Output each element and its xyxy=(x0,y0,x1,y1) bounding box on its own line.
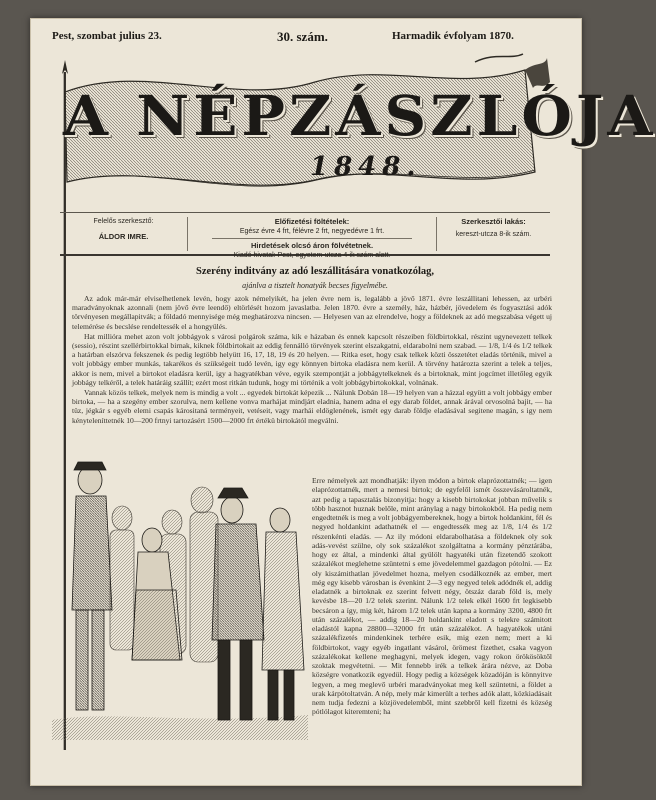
editor-label: Felelős szerkesztő: xyxy=(93,218,154,225)
editor-home-title: Szerkesztői lakás: xyxy=(461,217,526,226)
editor-home-address: kereszt-utcza 8-ik szám. xyxy=(455,231,532,238)
subscription-title: Előfizetési föltételek: xyxy=(274,217,350,226)
article-paragraph: Vannak közös telkek, melyek nem is mindig a volt ... egyedek birtokát képezik ... Nálunk Dobán 18—19 helyen van a házzal együtt a volt jobbágy ember birtoka, — ha a szegény ember szorulva, nem kellene vonva marhájat mindjárt eladnia, hanem adna el egy darab földet, annak árával orvosolná bajit, — ha tüz, jégkár s egyéb elemi csapás kárositaná terményeit, vetéseit, vagy marhái eldöglenének, ismét egy darab földje eladásával segitene magán, s igy nem kényteleníttetnék 10—200 frtnyi tartozásért 1500—2000 frt értékü birtokától megválni. xyxy=(72,388,552,425)
office-line: Kiadó hivatal: Pest, egyetem-utcza 4-ik szám alatt. xyxy=(233,252,391,259)
dateline xyxy=(52,30,522,46)
issue-number: 30. szám. xyxy=(277,29,328,44)
article-headline: Szerény inditvány az adó leszállitására vonatkozólag, xyxy=(196,266,434,277)
article-paragraph: Hat millióra mehet azon volt jobbágyok s városi polgárok száma, kik e házaban és ennek kapcsolt részeiben földbirtokkal, részint ugynevezett telkek (sessio), részint szellérbirtokkal birnak, kiknek földbirtokait az eddig fennálló törvények szerint elszakgatni, eldarabolni nem szabad. — 1/8, 1/4 és 1/2 telkek a határban elszórva fekszenek és pedig legtöbb helyütt 16, 17, 18, 19 és 20 helyen. — Ritka eset, hogy csak telkek közti összetétet eladás történik, mivel a volt jobbágy ember munkás, takarékos és szükségeit tudó levén, igy egy könnyen birtoka eladásra nem kerül. A törvény határozta szerint a telek a teljes, akkor is nem, mivel a birtokot eladásra kerül, igy a hagyatékban véve, egyik szempontját a jobbágytelkeknek és a birtoknak, mint jogcímet illetőleg egyik jobbágy telkéről, a telek határáig szállít; ezért most ritkán tudunk, hogy mi történik a volt jobbágybirtokokkal, volnának. xyxy=(72,331,552,387)
editor-home-block xyxy=(436,217,550,251)
article-body xyxy=(72,294,552,425)
editor-block xyxy=(60,217,188,251)
subscription-block xyxy=(192,217,432,259)
article-paragraph: Az adok már-már elviselhetlenek levén, hogy azok némelyikét, ha jelen évre nem is, legalább a jövő 1871. évre leszállitani lehessen, az urbéri maradványoknak azonnali (nem jövő évre leendő) eltörlését hozom javaslatba. Jelen 1870. évre a személy, ház, házbér, jövedelem és fogyasztási adók törvényesen megállapitvák; a földadó mennyisége még meghatározva nincsen. — Helyesen van az elrendelve, hogy a földeknek az adó megszabása végett uj telemérése és becslése rendeltessék el a hongyülés. xyxy=(72,294,552,331)
issue-date: Pest, szombat julius 23. xyxy=(52,30,162,42)
masthead-title: A NÉPZÁSZLÓJA xyxy=(63,83,656,149)
volume-year: Harmadik évfolyam 1870. xyxy=(392,30,514,42)
masthead xyxy=(55,52,656,202)
ads-line: Hirdetések olcsó áron fölvétetnek. xyxy=(250,241,374,250)
editor-name: ÁLDOR IMRE. xyxy=(98,232,149,241)
article-right-column: Erre némelyek azt mondhatják: ilyen módon a birtok elaprózottatnék; — igen elaprózottatnék, mert a nemesi birtok; de egyfelől ismét összevásároltatnék, azt pedig a tapasztalás bizonyitja: hogy a kisebb birtokokat jobban művelik s több hasznot huznak belőle, mint aránylag a nagy birtokokból. Ha pedig nem engedtetnék is meg a volt jobbágyembereknek, hogy a birtok holdankint, fél és negyed holdankint adathatnék el — engedtessék meg az 1/8, 1/4 és 1/2 részenkénti eladás. — Az ily módoni eldarabolhatása a földeknek oly sok adás-vevést szülne, oly sok százalékot szolgáltatna a kormány pénztárába, hogy ez által, a mindenki által gyülölt hagyatéki után fizetendő szokott százalékot meglehetne szüntetni s eme jövedelemmel gazdagon pótolni. — Ez oly kiszámithatlan jövedelmet hozna, melyen csodálkoznék az ember, mert még egy kisebb városban is évenkint 2—3 egy negyed telek adódnék el, addig eladatnék a birtoknak ez szerint felvett négy, ötszáz darab föld is, mely kevésbe 18—20 1/2 telek szerint. Nálunk 1/2 telek elkél 1600 frt legkisebb becsáron a így, mig két, három 1/2 telek után kapna a kormány 3200, 4800 frt után százalékot, — addig 18—20 holdankint eladott s telekre számitott eladástól kapna 28800—32000 frt után százalékot. A hagyatékok utáni százalékfizetés mindenkinek terhére esik, mig ezen nem; mert a ki földbirtokot, vagy egyéb ingatlant vásárol, örömest fizethet, csaka vagyon százalékokat kellene meghagyni, melyek idegen, vagy rokon örökösöktől szoktak megvétetni. — Mit fennebb irék a telkek árára nézve, az Doba községre vonatkozik egyedül. Hogy pedig a községek közadóján is könnyitve legyen, a meg meglevő urbéri maradványokat meg kell szüntetni, a földet a urak kárpótoltatván. A nép, mely már kimerült a terhes adók alatt, közkiadásait nem tudja fedezni a közjövedelemből, mint szebbről kell fizetni és község pótlólagot kiteremteni; ha xyxy=(312,476,552,717)
subscription-text: Egész évre 4 frt, félévre 2 frt, negyedévre 1 frt. xyxy=(239,228,385,235)
masthead-year: 1848. xyxy=(310,152,422,182)
info-bar xyxy=(60,212,550,259)
article-subhead: ajánlva a tisztelt honatyák becses figyelmébe. xyxy=(242,281,388,290)
engraving-illustration xyxy=(52,440,308,740)
